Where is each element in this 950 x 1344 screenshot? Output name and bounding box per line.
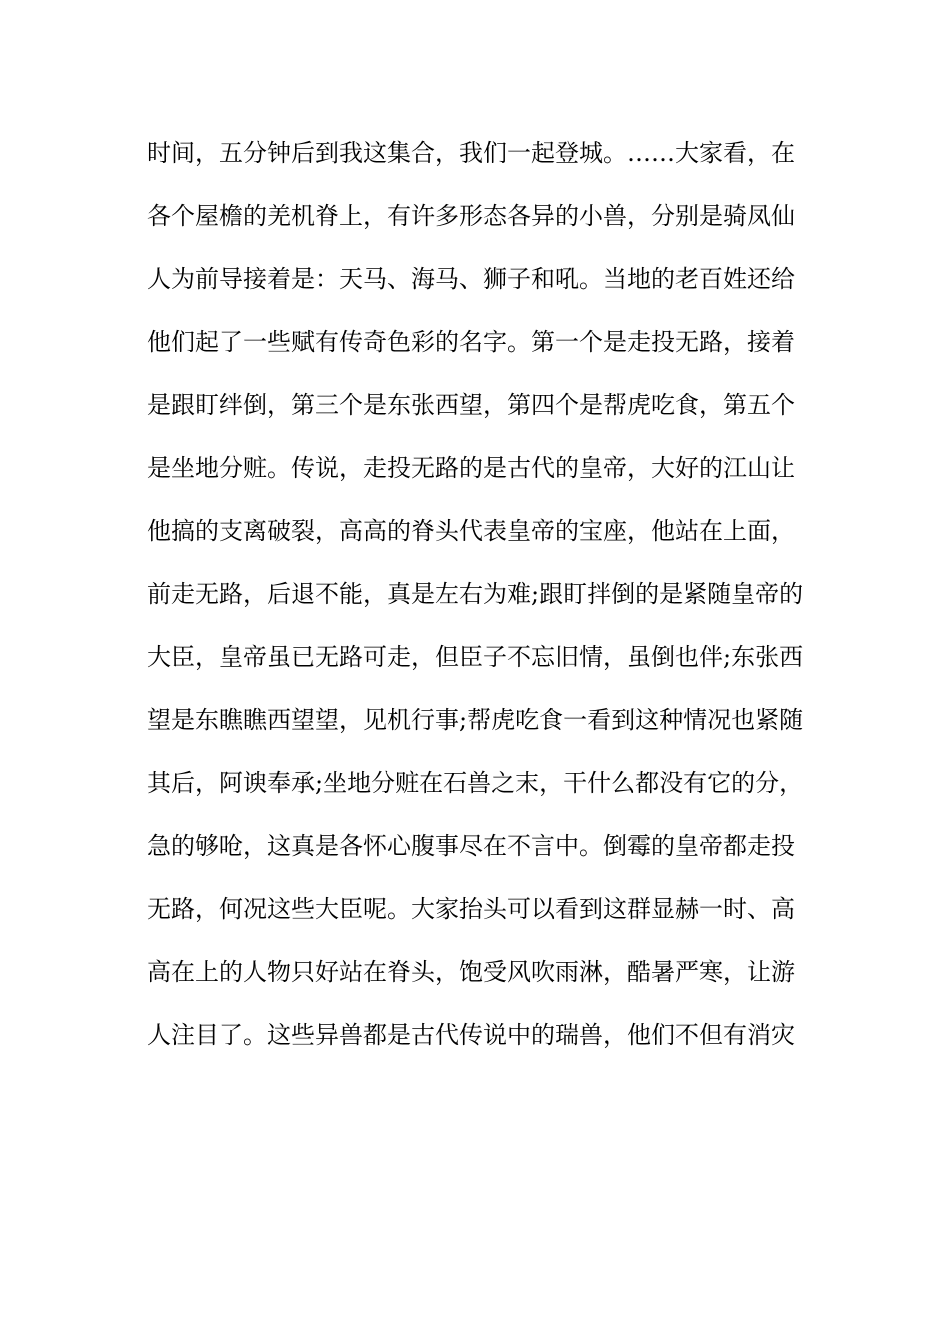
text-line-11: 其后，阿谀奉承;坐地分赃在石兽之末，干什么都没有它的分， — [147, 769, 804, 797]
text-line-7: 他搞的支离破裂，高高的脊头代表皇帝的宝座，他站在上面， — [147, 517, 795, 545]
body-text — [147, 131, 812, 1076]
text-line-6: 是坐地分赃。传说，走投无路的是古代的皇帝，大好的江山让 — [147, 454, 795, 482]
text-line-10: 望是东瞧瞧西望望，见机行事;帮虎吃食一看到这种情况也紧随 — [147, 706, 804, 734]
text-line-14: 高在上的人物只好站在脊头，饱受风吹雨淋，酷暑严寒，让游 — [147, 958, 795, 986]
text-line-15: 人注目了。这些异兽都是古代传说中的瑞兽，他们不但有消灾 — [147, 1021, 795, 1049]
text-line-4: 他们起了一些赋有传奇色彩的名字。第一个是走投无路，接着 — [147, 328, 795, 356]
text-line-13: 无路，何况这些大臣呢。大家抬头可以看到这群显赫一时、高 — [147, 895, 795, 923]
text-line-12: 急的够呛，这真是各怀心腹事尽在不言中。倒霉的皇帝都走投 — [147, 832, 795, 860]
text-line-9: 大臣，皇帝虽已无路可走，但臣子不忘旧情，虽倒也伴;东张西 — [147, 643, 804, 671]
text-line-1: 时间，五分钟后到我这集合，我们一起登城。……大家看，在 — [147, 139, 795, 167]
text-line-5: 是跟盯绊倒，第三个是东张西望，第四个是帮虎吃食，第五个 — [147, 391, 795, 419]
text-line-2: 各个屋檐的羌机脊上，有许多形态各异的小兽，分别是骑凤仙 — [147, 202, 795, 230]
text-line-8: 前走无路，后退不能，真是左右为难;跟盯拌倒的是紧随皇帝的 — [147, 580, 804, 608]
text-line-3: 人为前导接着是：天马、海马、狮子和吼。当地的老百姓还给 — [147, 265, 795, 293]
